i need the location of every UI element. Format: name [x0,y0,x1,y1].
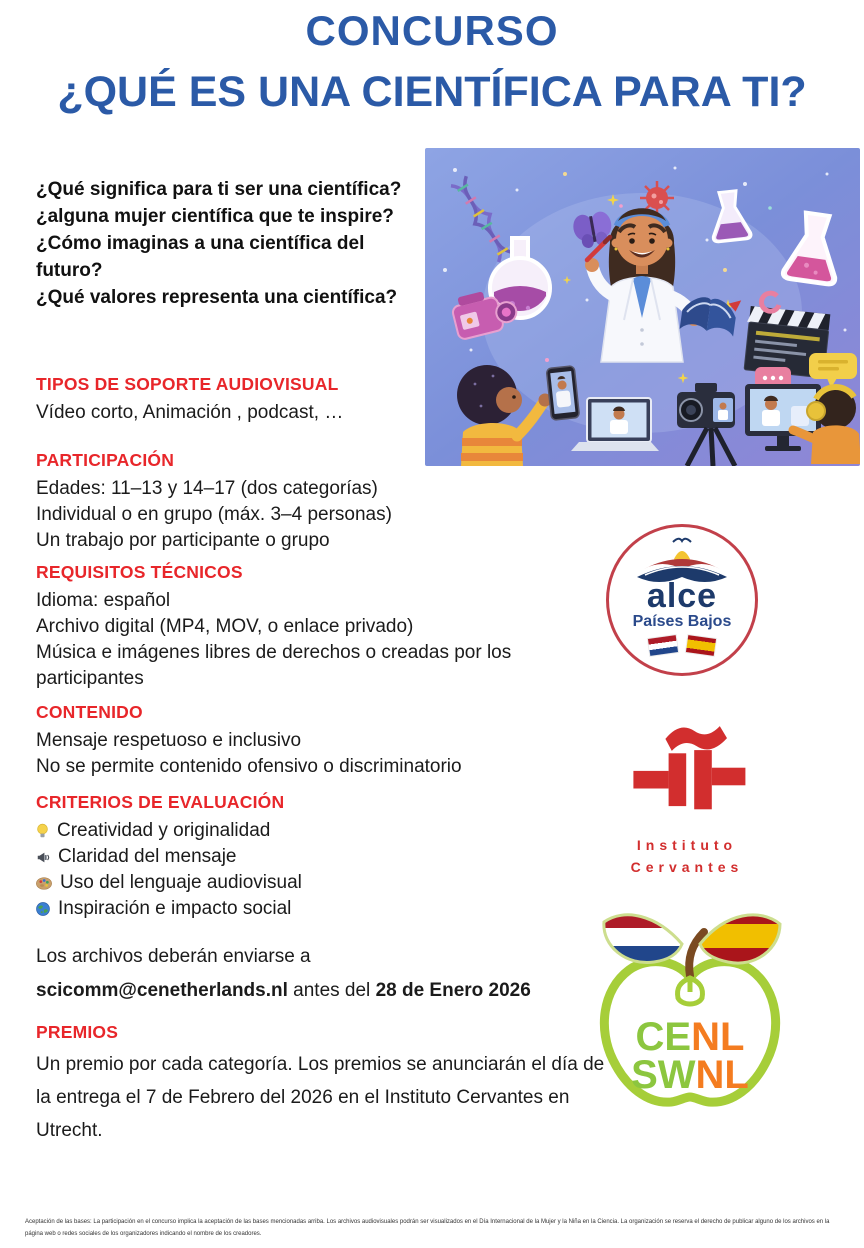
submission-line1: Los archivos deberán enviarse a [36,946,311,967]
spain-flag-icon [686,635,716,656]
criterio-item [36,818,616,844]
section-requisitos-title: REQUISITOS TÉCNICOS [36,562,243,582]
criterio-text: Claridad del mensaje [58,846,237,867]
contenido-line: Mensaje respetuoso e inclusivo [36,730,302,751]
section-participacion-title: PARTICIPACIÓN [36,450,175,470]
instituto-cervantes-logo [612,716,762,878]
alce-logo-name: alce [646,577,718,615]
criterio-text: Uso del lenguaje audiovisual [60,872,302,893]
section-premios-title: PREMIOS [36,1022,119,1042]
intro-questions [36,176,436,311]
cenl-swnl-logo [584,892,796,1120]
premios-body: Un premio por cada categoría. Los premios se anunciarán el día de la entrega el 7 de Febrero del 2026 en el Instituto Cervantes en Utrecht. [36,1054,605,1141]
contenido-line: No se permite contenido ofensivo o discriminatorio [36,756,462,777]
section-premios [36,1022,616,1147]
section-contenido-title: CONTENIDO [36,702,143,722]
section-soporte-body: Vídeo corto, Animación , podcast, … [36,402,344,423]
apple-logo-icon [584,892,796,1120]
submission-line2 [36,974,616,1008]
section-soporte-title: TIPOS DE SOPORTE AUDIOVISUAL [36,374,339,394]
alce-logo [606,524,758,676]
scientist-illustration [425,148,860,466]
submission-deadline: 28 de Enero 2026 [375,980,531,1001]
svg-text:SWNL [631,1053,749,1097]
poster-title-line2: ¿QUÉ ES UNA CIENTÍFICA PARA TI? [57,68,807,117]
cenl-ce: CE [635,1015,692,1059]
requisitos-line: Música e imágenes libres de derechos o creadas por los participantes [36,642,512,689]
participacion-line: Individual o en grupo (máx. 3–4 personas) [36,504,392,525]
megaphone-icon [36,850,50,865]
criterio-text: Creatividad y originalidad [57,820,271,841]
participacion-line: Edades: 11–13 y 14–17 (dos categorías) [36,478,378,499]
criterio-item [36,844,616,870]
submission-email: scicomm@cenetherlands.nl [36,980,288,1001]
question-2: ¿alguna mujer científica que te inspire? [36,206,394,227]
poster-header [0,8,864,118]
question-4: ¿Qué valores representa una científica? [36,287,398,308]
alce-logo-subtitle: Países Bajos [632,613,732,630]
section-requisitos [36,562,616,692]
criterio-text: Inspiración e impacto social [58,898,292,919]
participacion-line: Un trabajo por participante o grupo [36,530,330,551]
submission-connector: antes del [287,980,376,1001]
section-contenido [36,702,616,780]
phone-icon [546,366,579,421]
palette-icon [36,877,52,890]
alce-flags [609,637,755,654]
criterio-item [36,896,616,922]
swnl-sw: SW [631,1053,696,1097]
cervantes-line2: Cervantes [630,859,744,875]
requisitos-line: Archivo digital (MP4, MOV, o enlace privado) [36,616,414,637]
cervantes-enye-icon [627,716,747,821]
cervantes-line1: Instituto [636,837,738,853]
swnl-nl: NL [695,1053,749,1097]
section-criterios [36,792,616,922]
criterio-item [36,870,616,896]
poster-title-line1: CONCURSO [305,7,559,54]
section-criterios-title: CRITERIOS DE EVALUACIÓN [36,792,285,812]
legal-fine-print: Aceptación de las bases: La participación en el concurso implica la aceptación de las bases mencionadas arriba. Los archivos audiovisuales podrán ser visualizados en el Día Internacional de la Mujer y la Niña en la Ciencia. La organización se reserva el derecho de publicar alguno de los archivos en la página web o redes sociales de los organizadores indicando el nombre de los creadores. [25,1219,830,1237]
illustration-art [425,148,860,466]
question-1: ¿Qué significa para ti ser una científica? [36,179,402,200]
question-3: ¿Cómo imaginas a una científica del futuro? [36,233,365,281]
requisitos-line: Idioma: español [36,590,171,611]
netherlands-flag-icon [648,635,678,656]
submission-info [36,940,616,1008]
lightbulb-icon [36,823,49,840]
cenl-nl: NL [691,1015,745,1059]
globe-icon [36,902,50,916]
